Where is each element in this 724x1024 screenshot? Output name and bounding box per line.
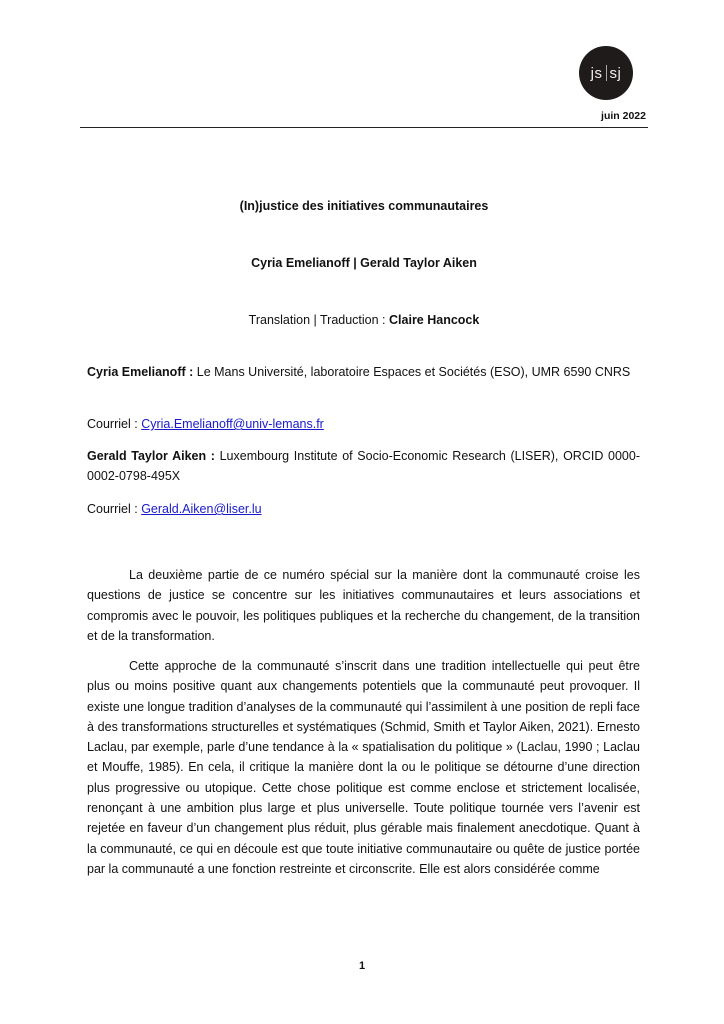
affiliation-aiken [87,446,640,486]
body-paragraph-2: Cette approche de la communauté s’inscrit dans une tradition intellectuelle qui peut être plus ou moins positive quant aux changements potentiels que la communauté peut provoquer. Il existe une longue tradition d’analyses de la communauté qui l’assimilent à une position de repli face à des transformations structurelles et systématiques (Schmid, Smith et Taylor Aiken, 2021). Ernesto Laclau, par exemple, parle d’une tendance à la « spatialisation du politique » (Laclau, 1990 ; Laclau et Mouffe, 1985). En cela, il critique la manière dont la ou le politique se détourne d’une direction plus progressive ou utopique. Cette chose politique est comme enclose et strictement localisée, renonçant à une ambition plus large et plus universelle. Toute politique tournée vers l’avenir est rejetée en faveur d’un changement plus réduit, plus gérable mais finalement anecdotique. Quant à la communauté, ce qui en découle est que toute initiative communautaire ou quête de justice portée par la communauté a une fonction restreinte et circonscrite. Elle est alors considérée comme [87,659,640,876]
affiliation-name: Cyria Emelianoff : [87,365,197,379]
article-authors: Cyria Emelianoff | Gerald Taylor Aiken [251,256,477,270]
header-rule [80,127,648,128]
affiliation-emelianoff [87,362,640,382]
translator-name: Claire Hancock [389,313,480,327]
email-line-emelianoff [87,414,640,434]
affiliation-text: Le Mans Université, laboratoire Espaces et Sociétés (ESO), UMR 6590 CNRS [196,365,631,379]
affiliation-text: Luxembourg Institute of Socio-Economic Research (LISER), ORCID 0000-0002-0798-495X [87,449,640,483]
email-link-aiken[interactable]: Gerald.Aiken@liser.lu [141,502,262,516]
affiliation-name: Gerald Taylor Aiken : [87,449,220,463]
email-label: Courriel : [87,417,142,431]
email-line-aiken [87,499,640,519]
translation-credit [80,313,648,327]
journal-logo [579,46,633,100]
logo-text-left: js [590,64,603,82]
logo-divider [606,65,607,81]
email-link-emelianoff[interactable]: Cyria.Emelianoff@univ-lemans.fr [141,417,324,431]
translation-label: Translation | Traduction : [248,313,390,327]
article-title: (In)justice des initiatives communautaires [239,199,489,213]
logo-text-right: sj [609,64,622,82]
page-number: 1 [358,960,366,972]
issue-date: juin 2022 [601,110,646,122]
email-label: Courriel : [87,502,142,516]
body-paragraph-1: La deuxième partie de ce numéro spécial sur la manière dont la communauté croise les questions de justice se concentre sur les initiatives communautaires et leurs associations et compromis avec le pouvoir, les politiques publiques et la recherche du changement, de la transition et de la transformation. [87,568,640,643]
